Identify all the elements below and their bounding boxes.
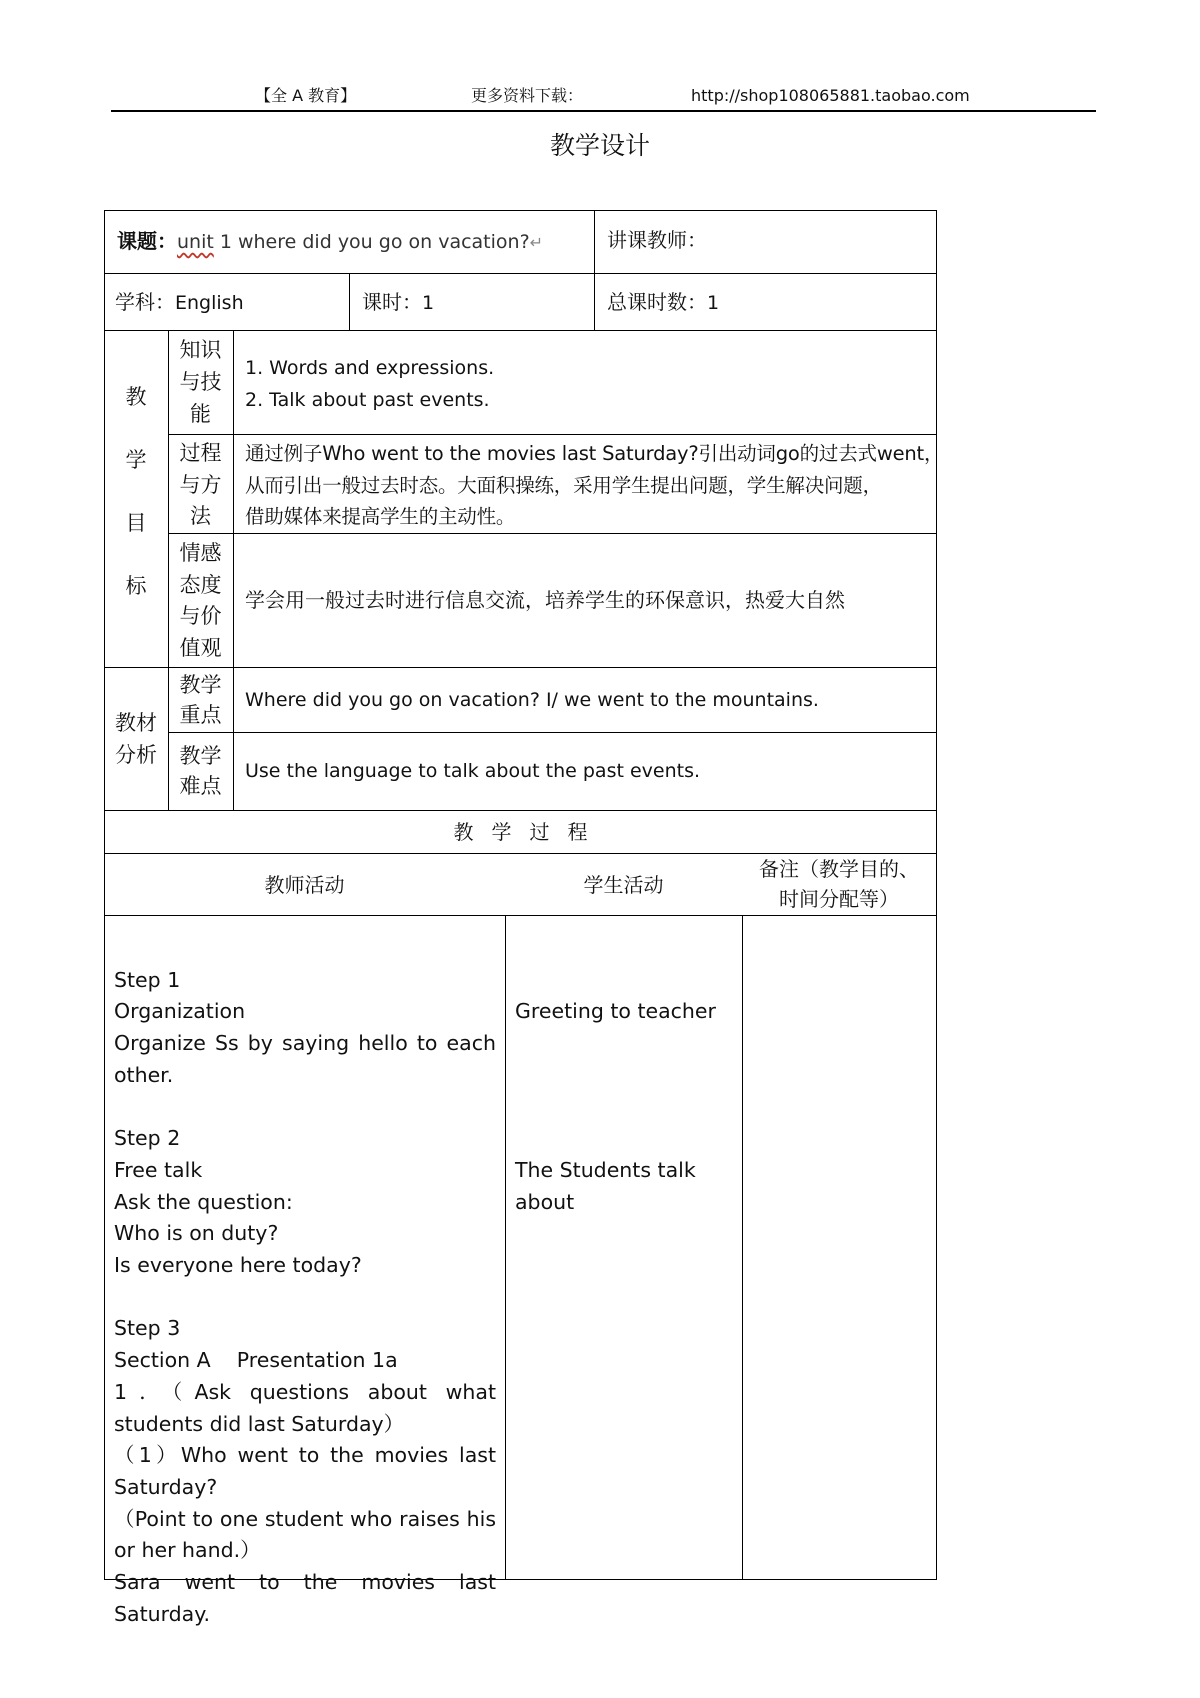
student-activity-content <box>515 933 733 1218</box>
label-line: 分析 <box>115 743 157 767</box>
topic-label: 课题： <box>117 229 177 253</box>
process-methods-text <box>245 438 943 533</box>
knowledge-skills-label <box>168 334 233 430</box>
grid-line <box>168 732 937 733</box>
step-title: Step 2 <box>114 1126 181 1151</box>
grid-line <box>104 210 937 211</box>
key-points-text: Where did you go on vacation? I/ we went to the mountains. <box>245 689 819 711</box>
analysis-group-label <box>104 707 168 771</box>
header-download-label: 更多资料下载： <box>471 86 584 105</box>
label-line: 值观 <box>179 635 222 660</box>
spacer-line <box>515 1060 733 1092</box>
step-text: Who is on duty? <box>114 1221 279 1246</box>
difficult-points-label <box>168 741 233 801</box>
topic-rest: 1 where did you go on vacation? <box>213 231 530 253</box>
grid-line <box>936 210 937 1580</box>
student-text: The Students talk about <box>515 1157 696 1214</box>
step-text: （Point to one student who raises his or her hand.） <box>114 1506 496 1563</box>
spacer-line <box>515 1123 733 1155</box>
label-line: 法 <box>190 504 211 528</box>
spacer-line <box>114 933 496 965</box>
grid-line <box>104 330 937 331</box>
grid-line <box>168 533 937 534</box>
label-line: 重点 <box>179 703 222 727</box>
label-line: 态度 <box>179 572 222 597</box>
objectives-char: 目 <box>125 511 147 535</box>
step-text: Section A Presentation 1a <box>114 1348 398 1373</box>
doc-title: 教学设计 <box>549 131 650 160</box>
spacer-line <box>515 1091 733 1123</box>
spacer-line <box>114 1092 496 1124</box>
period-label: 课时： <box>362 290 422 314</box>
student-text: Greeting to teacher <box>515 999 716 1024</box>
step-text: Is everyone here today? <box>114 1253 362 1277</box>
teacher-activity-content <box>114 933 496 1630</box>
subject-value: English <box>175 292 244 314</box>
label-line: 与技 <box>179 370 222 394</box>
total-periods-label: 总课时数： <box>607 290 707 314</box>
label-line: 知识 <box>179 338 222 362</box>
grid-line <box>104 915 937 916</box>
step-title: Step 1 <box>114 967 181 992</box>
step-text: 1．（Ask questions about what students did last Saturday） <box>114 1379 496 1436</box>
topic-value <box>177 231 530 253</box>
label-line: 备注（教学目的、 <box>759 857 919 881</box>
spacer-line <box>515 1028 733 1060</box>
label-line: 情感 <box>179 541 222 565</box>
difficult-points-text: Use the language to talk about the past events. <box>245 760 701 782</box>
teacher-label: 讲课教师： <box>607 228 707 252</box>
step-text: Organize Ss by saying hello to each other. <box>114 1031 496 1087</box>
objectives-char: 标 <box>125 574 147 598</box>
subject-cell <box>115 286 244 319</box>
grid-line <box>505 915 506 1580</box>
objectives-group-label <box>104 366 168 618</box>
text-line: 从而引出一般过去时态。大面积操练，采用学生提出问题，学生解决问题， <box>245 473 882 497</box>
label-line: 过程 <box>179 441 222 465</box>
label-line: 时间分配等） <box>779 887 899 911</box>
topic-cell <box>117 225 543 259</box>
topic-unit-word: unit <box>177 231 214 253</box>
return-mark-icon: ↵ <box>529 233 544 252</box>
student-activity-header: 学生活动 <box>583 873 664 897</box>
grid-line <box>349 273 350 330</box>
teacher-activity-header: 教师活动 <box>264 873 345 897</box>
grid-line <box>168 434 937 435</box>
spacer-line <box>515 965 733 997</box>
label-line: 与方 <box>179 472 222 497</box>
grid-line <box>594 210 595 330</box>
total-periods-value: 1 <box>707 292 720 314</box>
text-line: 2. Talk about past events. <box>245 389 490 411</box>
grid-line <box>104 667 937 668</box>
objectives-char: 教 <box>125 385 147 409</box>
label-line: 难点 <box>179 774 222 798</box>
header-url-link[interactable]: http://shop108065881.taobao.com <box>691 86 970 105</box>
attitude-values-label <box>168 538 233 664</box>
notes-header <box>742 854 936 914</box>
period-value: 1 <box>422 292 435 314</box>
period-cell <box>362 286 434 319</box>
grid-line <box>742 915 743 1580</box>
step-text: （1）Who went to the movies last Saturday? <box>114 1443 496 1499</box>
label-line: 教学 <box>179 673 222 697</box>
step-text: Organization <box>114 999 246 1024</box>
text-line: 1. Words and expressions. <box>245 357 495 379</box>
spacer-line <box>114 1282 496 1314</box>
step-title: Step 3 <box>114 1316 181 1341</box>
subject-label: 学科： <box>115 290 175 314</box>
process-heading: 教学过程 <box>453 820 606 844</box>
step-text: Free talk <box>114 1157 203 1182</box>
grid-line <box>233 330 234 810</box>
spacer-line <box>515 933 733 965</box>
label-line: 与价 <box>179 604 222 628</box>
process-methods-label <box>168 438 233 533</box>
objectives-char: 学 <box>125 448 147 472</box>
lesson-plan-table <box>104 210 944 1626</box>
grid-line <box>104 273 937 274</box>
label-line: 教材 <box>115 711 157 735</box>
text-line: 借助媒体来提高学生的主动性。 <box>245 505 516 528</box>
attitude-values-text: 学会用一般过去时进行信息交流，培养学生的环保意识，热爱大自然 <box>245 588 845 612</box>
key-points-label <box>168 670 233 730</box>
total-periods-cell <box>607 286 719 319</box>
step-text: Sara went to the movies last Saturday. <box>114 1570 496 1626</box>
header-brand: 【全 A 教育】 <box>255 86 357 105</box>
label-line: 能 <box>190 402 211 426</box>
knowledge-skills-text <box>245 352 494 416</box>
text-line: 通过例子Who went to the movies last Saturday?引出动词go的过去式went， <box>245 442 944 465</box>
grid-line <box>104 810 937 811</box>
label-line: 教学 <box>179 744 222 768</box>
header-rule <box>111 110 1096 112</box>
step-text: Ask the question: <box>114 1189 293 1214</box>
